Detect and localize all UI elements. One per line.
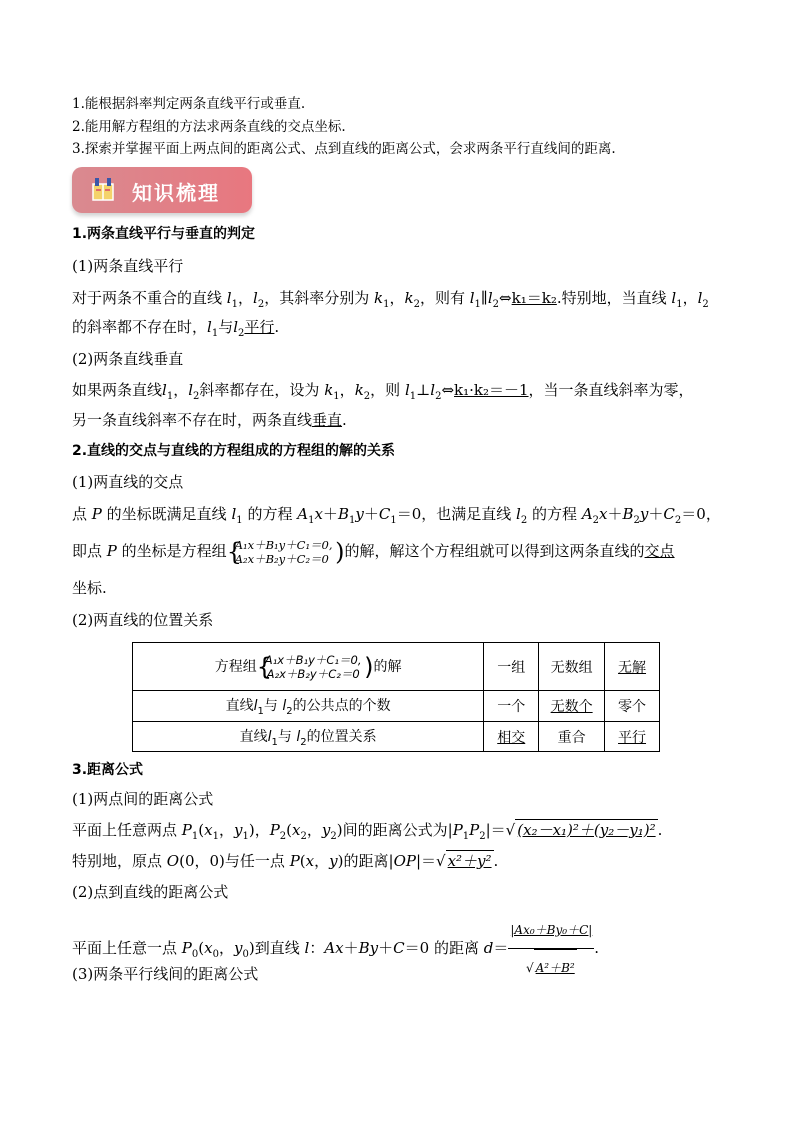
s1-p1-line2: 的斜率都不存在时，$l_1$与$l_2$平行. bbox=[72, 318, 280, 339]
table-cell: 一组 bbox=[484, 643, 539, 691]
table-cell: 零个 bbox=[605, 691, 660, 722]
book-icon bbox=[90, 176, 116, 208]
table-cell-answer: 相交 bbox=[484, 722, 539, 752]
table-cell: 无数组 bbox=[539, 643, 605, 691]
table-row bbox=[133, 722, 660, 752]
s1-p2-line2: 另一条直线斜率不存在时，两条直线垂直. bbox=[72, 411, 347, 429]
position-relation-table bbox=[132, 642, 660, 752]
distance-fraction: $\frac{\text{|Ax₀＋By₀＋C|}}{\text{√ A²＋B²}}$ bbox=[508, 912, 594, 986]
table-cell: 方程组 { A₁x＋B₁y＋C₁＝0, A₂x＋B₂y＋C₂＝0 ) 的解 bbox=[133, 643, 484, 691]
s2-p1-line1: 点 P 的坐标既满足直线 $l_1$ 的方程 $A_1x+B_1y+C_1=0$，也满足直线 $l_2$ 的方程 $A_2x+B_2y+C_2=0$， bbox=[72, 505, 721, 526]
s2-p2-title: (2)两直线的位置关系 bbox=[72, 611, 214, 629]
s3-p3-title: (3)两条平行线间的距离公式 bbox=[72, 965, 259, 983]
s1-p2-answer: k₁·k₂＝－1 bbox=[454, 381, 529, 399]
badge-title: 知识梳理 bbox=[132, 181, 220, 205]
s1-p1-answer: k₁＝k₂ bbox=[511, 289, 557, 307]
s1-p1-title: (1)两条直线平行 bbox=[72, 257, 184, 275]
table-cell: 重合 bbox=[539, 722, 605, 752]
s1-p2-answer2: 垂直 bbox=[312, 411, 343, 429]
table-cell-answer: 无数个 bbox=[539, 691, 605, 722]
table-cell-answer: 无解 bbox=[605, 643, 660, 691]
s2-p1-line3: 坐标. bbox=[72, 579, 107, 597]
s3-p1-answer2: x²＋y² bbox=[447, 852, 492, 870]
table-cell-answer: 平行 bbox=[605, 722, 660, 752]
s3-p1-answer: (x₂－x₁)²＋(y₂－y₁)² bbox=[517, 821, 656, 839]
s3-p2-title: (2)点到直线的距离公式 bbox=[72, 883, 229, 901]
s1-p1-answer2: 平行 bbox=[244, 318, 275, 336]
section-1-title: 1.两条直线平行与垂直的判定 bbox=[72, 226, 256, 242]
s3-p1-title: (1)两点间的距离公式 bbox=[72, 790, 214, 808]
section-3-title: 3.距离公式 bbox=[72, 762, 144, 778]
s1-p2-title: (2)两条直线垂直 bbox=[72, 350, 184, 368]
s3-p2-line1: 平面上任意一点 $P_0(x_0$，$y_0$)到直线 l：Ax＋By＋C＝0 的距离 d＝ $\frac{\text{|Ax₀＋By₀＋C|}}{\text{√ A²＋B²}}$ . bbox=[72, 912, 599, 986]
section-badge bbox=[72, 167, 252, 213]
equation-system: { A₁x＋B₁y＋C₁＝0, A₂x＋B₂y＋C₂＝0 ) bbox=[226, 538, 345, 566]
table-row bbox=[133, 691, 660, 722]
s1-p2-line1: 如果两条直线$l_1$，$l_2$斜率都存在，设为 $k_1$，$k_2$，则 $l_1\perp l_2\Leftrightarrow k_1\cdot k_2=-1$，当一条直线斜率为零， bbox=[72, 381, 694, 402]
s3-p1-line2: 特别地，原点 O(0，0)与任一点 P(x，y)的距离|OP|＝√ x²＋y² . bbox=[72, 852, 499, 870]
section-2-title: 2.直线的交点与直线的方程组成的方程组的解的关系 bbox=[72, 443, 396, 459]
s2-p1-title: (1)两直线的交点 bbox=[72, 473, 184, 491]
s2-p1-line2: 即点 P 的坐标是方程组 { A₁x＋B₁y＋C₁＝0, A₂x＋B₂y＋C₂＝0 ) 的解，解这个方程组就可以得到这两条直线的交点 bbox=[72, 538, 675, 566]
table-cell: 直线$l_1$与 $l_2$的公共点的个数 bbox=[133, 691, 484, 722]
objective-2: 2.能用解方程组的方法求两条直线的交点坐标. bbox=[72, 119, 346, 135]
table-row bbox=[133, 643, 660, 691]
objective-1: 1.能根据斜率判定两条直线平行或垂直. bbox=[72, 96, 306, 112]
table-cell: 一个 bbox=[484, 691, 539, 722]
objective-3: 3.探索并掌握平面上两点间的距离公式、点到直线的距离公式，会求两条平行直线间的距离. bbox=[72, 141, 616, 157]
table-cell: 直线$l_1$与 $l_2$的位置关系 bbox=[133, 722, 484, 752]
s2-p1-answer: 交点 bbox=[644, 542, 675, 560]
s1-p1-line1: 对于两条不重合的直线 $l_1$，$l_2$，其斜率分别为 $k_1$，$k_2$，则有 $l_1\parallel l_2\Leftrightarrow k_1=k_2$.特别地，当直线 $l_1$，$l_2$ bbox=[72, 289, 709, 310]
s3-p1-line1: 平面上任意两点 $P_1(x_1$，$y_1$)，$P_2(x_2$，$y_2$)间的距离公式为$|P_1P_2|=√$ (x₂－x₁)²＋(y₂－y₁)² . bbox=[72, 821, 663, 842]
